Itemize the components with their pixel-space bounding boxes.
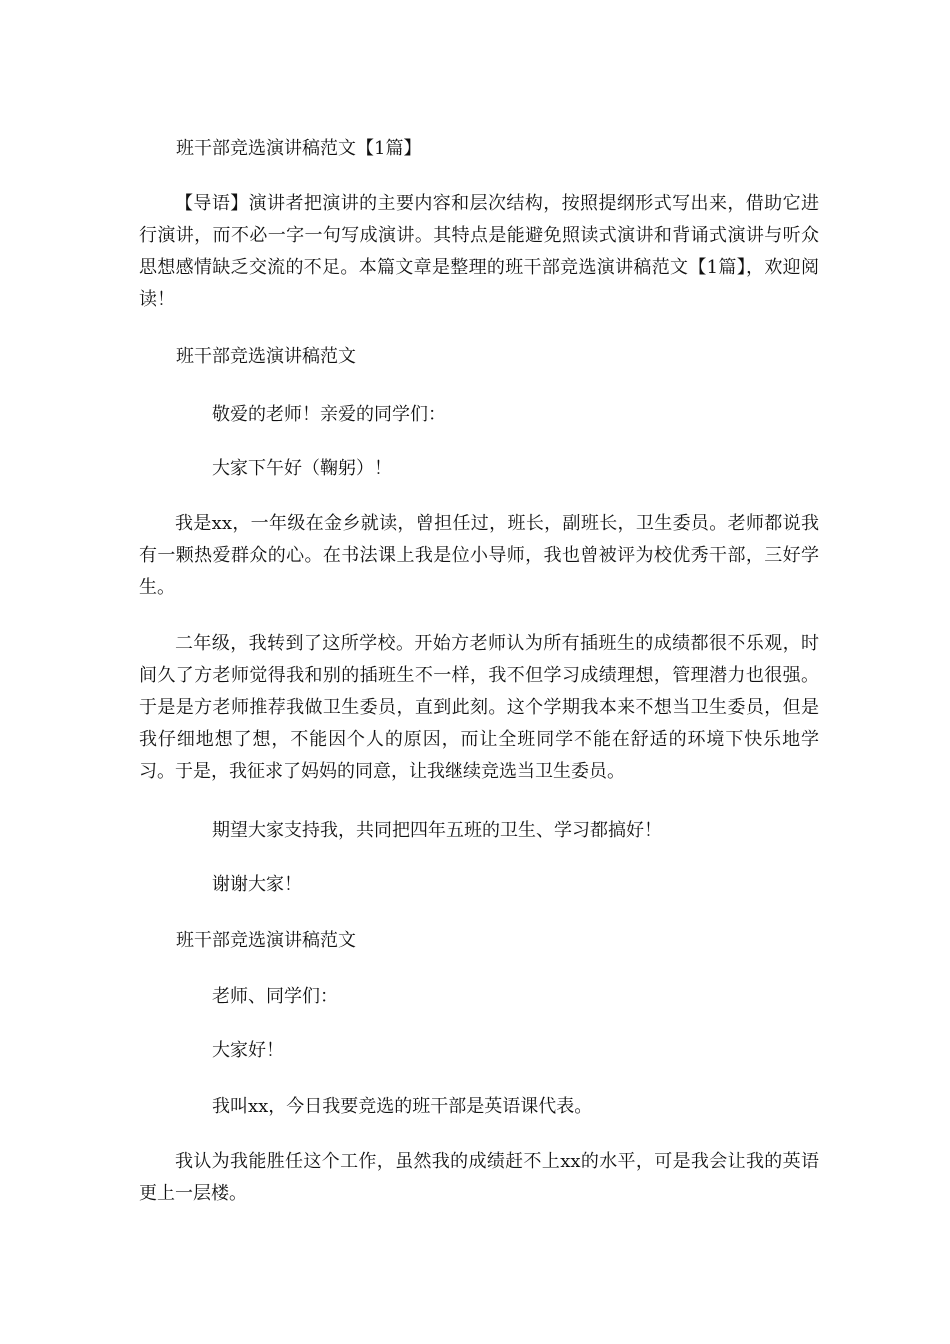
speech2-paragraph-2: 我认为我能胜任这个工作，虽然我的成绩赶不上xx的水平，可是我会让我的英语更上一层楼。 (139, 1151, 819, 1204)
speech1-paragraph-3: 期望大家支持我，共同把四年五班的卫生、学习都搞好！ (212, 820, 662, 841)
speech1-thanks: 谢谢大家！ (212, 874, 302, 895)
speech1-salute: 大家下午好（鞠躬）！ (212, 458, 392, 479)
speech1-paragraph-1: 我是xx，一年级在金乡就读，曾担任过，班长，副班长，卫生委员。老师都说我有一颗热爱群众的心。在书法课上我是位小导师，我也曾被评为校优秀干部，三好学生。 (139, 513, 819, 598)
speech2-heading: 班干部竞选演讲稿范文 (176, 930, 356, 951)
speech1-greeting: 敬爱的老师！亲爱的同学们： (212, 404, 446, 425)
speech2-greeting: 老师、同学们： (212, 986, 338, 1007)
speech2-salute: 大家好！ (212, 1040, 284, 1061)
intro-paragraph: 【导语】演讲者把演讲的主要内容和层次结构，按照提纲形式写出来，借助它进行演讲，而不必一字一句写成演讲。其特点是能避免照读式演讲和背诵式演讲与听众思想感情缺乏交流的不足。本篇文章是整理的班干部竞选演讲稿范文【1篇】，欢迎阅读！ (139, 193, 819, 310)
speech2-paragraph-1: 我叫xx，今日我要竞选的班干部是英语课代表。 (212, 1096, 593, 1117)
speech1-heading: 班干部竞选演讲稿范文 (176, 346, 356, 367)
document-title: 班干部竞选演讲稿范文【1篇】 (176, 138, 422, 159)
speech1-paragraph-2: 二年级，我转到了这所学校。开始方老师认为所有插班生的成绩都很不乐观，时间久了方老师觉得我和别的插班生不一样，我不但学习成绩理想，管理潜力也很强。于是是方老师推荐我做卫生委员，直到此刻。这个学期我本来不想当卫生委员，但是我仔细地想了想，不能因个人的原因，而让全班同学不能在舒适的环境下快乐地学习。于是，我征求了妈妈的同意，让我继续竞选当卫生委员。 (139, 633, 819, 782)
